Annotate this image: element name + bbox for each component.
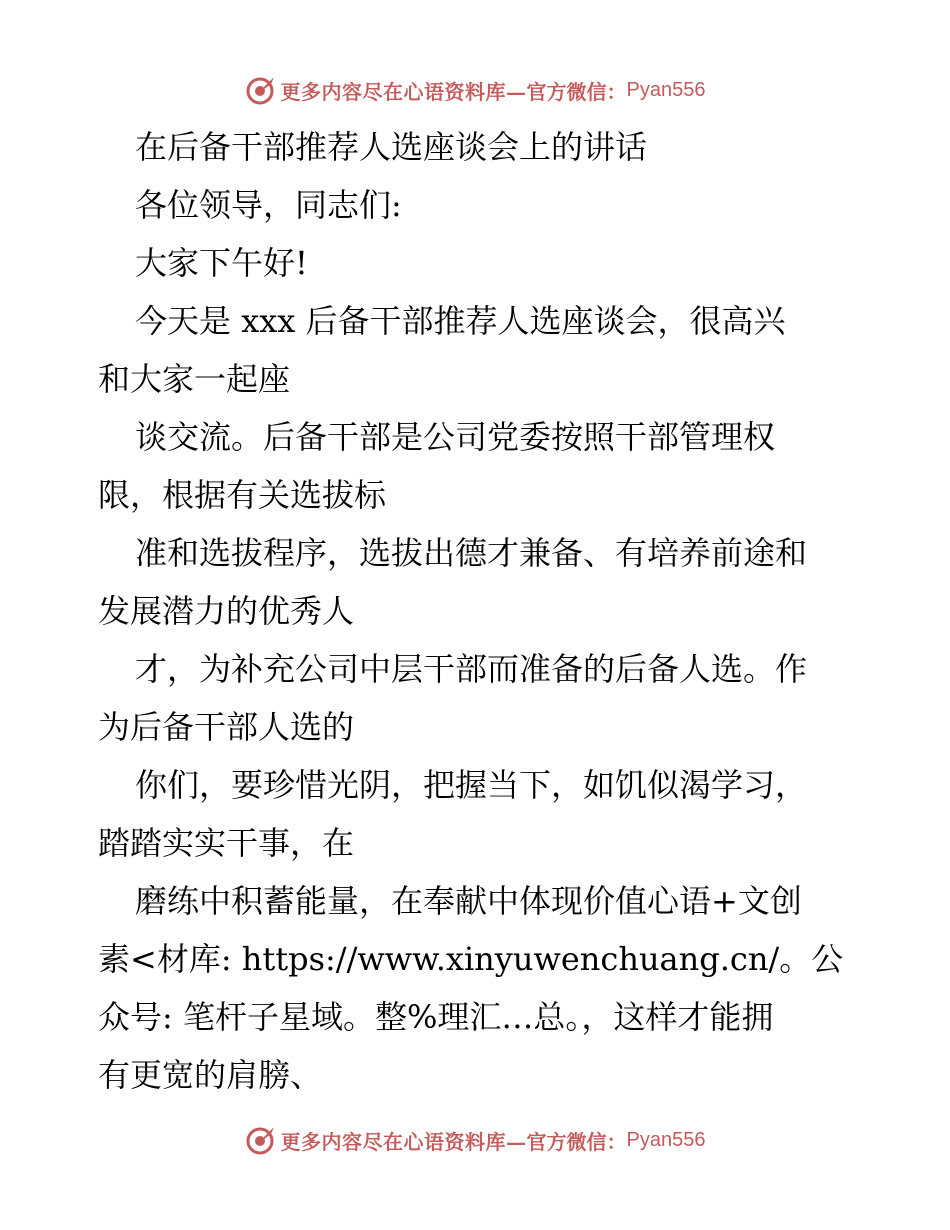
document-title: 在后备干部推荐人选座谈会上的讲话 bbox=[135, 128, 648, 166]
quill-logo-icon bbox=[245, 1124, 277, 1156]
paragraph-line: 谈交流。后备干部是公司党委按照干部管理权 bbox=[135, 418, 776, 456]
paragraph-line: 素<材库: https://www.xinyuwenchuang.cn/。公 bbox=[98, 940, 844, 978]
document-body bbox=[98, 118, 858, 1104]
paragraph-line: 准和选拔程序，选拔出德才兼备、有培养前途和 bbox=[135, 534, 808, 572]
paragraph-line: 你们，要珍惜光阴，把握当下，如饥似渴学习， bbox=[135, 766, 808, 804]
paragraph-line: 发展潜力的优秀人 bbox=[98, 592, 355, 630]
greeting: 大家下午好! bbox=[135, 244, 308, 282]
watermark-id-text: Pyan556 bbox=[626, 78, 706, 101]
paragraph-line: 磨练中积蓄能量，在奉献中体现价值心语+文创 bbox=[135, 882, 802, 920]
paragraph-line: 踏踏实实干事，在 bbox=[98, 824, 355, 862]
paragraph-line: 今天是 xxx 后备干部推荐人选座谈会，很高兴 bbox=[135, 302, 786, 340]
watermark-footer bbox=[0, 1120, 950, 1160]
salutation: 各位领导，同志们: bbox=[135, 186, 402, 224]
paragraph-line: 限，根据有关选拔标 bbox=[98, 476, 387, 514]
paragraph-line: 和大家一起座 bbox=[98, 360, 291, 398]
watermark-header bbox=[0, 70, 950, 110]
paragraph-line: 有更宽的肩膀、 bbox=[98, 1056, 323, 1094]
paragraph-line: 众号: 笔杆子星域。整%理汇…总。，这样才能拥 bbox=[98, 998, 774, 1036]
paragraph-line: 为后备干部人选的 bbox=[98, 708, 355, 746]
paragraph-line: 才，为补充公司中层干部而准备的后备人选。作 bbox=[135, 650, 808, 688]
watermark-suffix-text: 官方微信： bbox=[526, 1129, 627, 1154]
watermark-prefix-text: 更多内容尽在心语资料库— bbox=[280, 1129, 527, 1154]
watermark-prefix-text: 更多内容尽在心语资料库— bbox=[280, 79, 527, 104]
watermark-suffix-text: 官方微信： bbox=[526, 79, 627, 104]
quill-logo-icon bbox=[245, 74, 277, 106]
watermark-id-text: Pyan556 bbox=[626, 1128, 706, 1151]
